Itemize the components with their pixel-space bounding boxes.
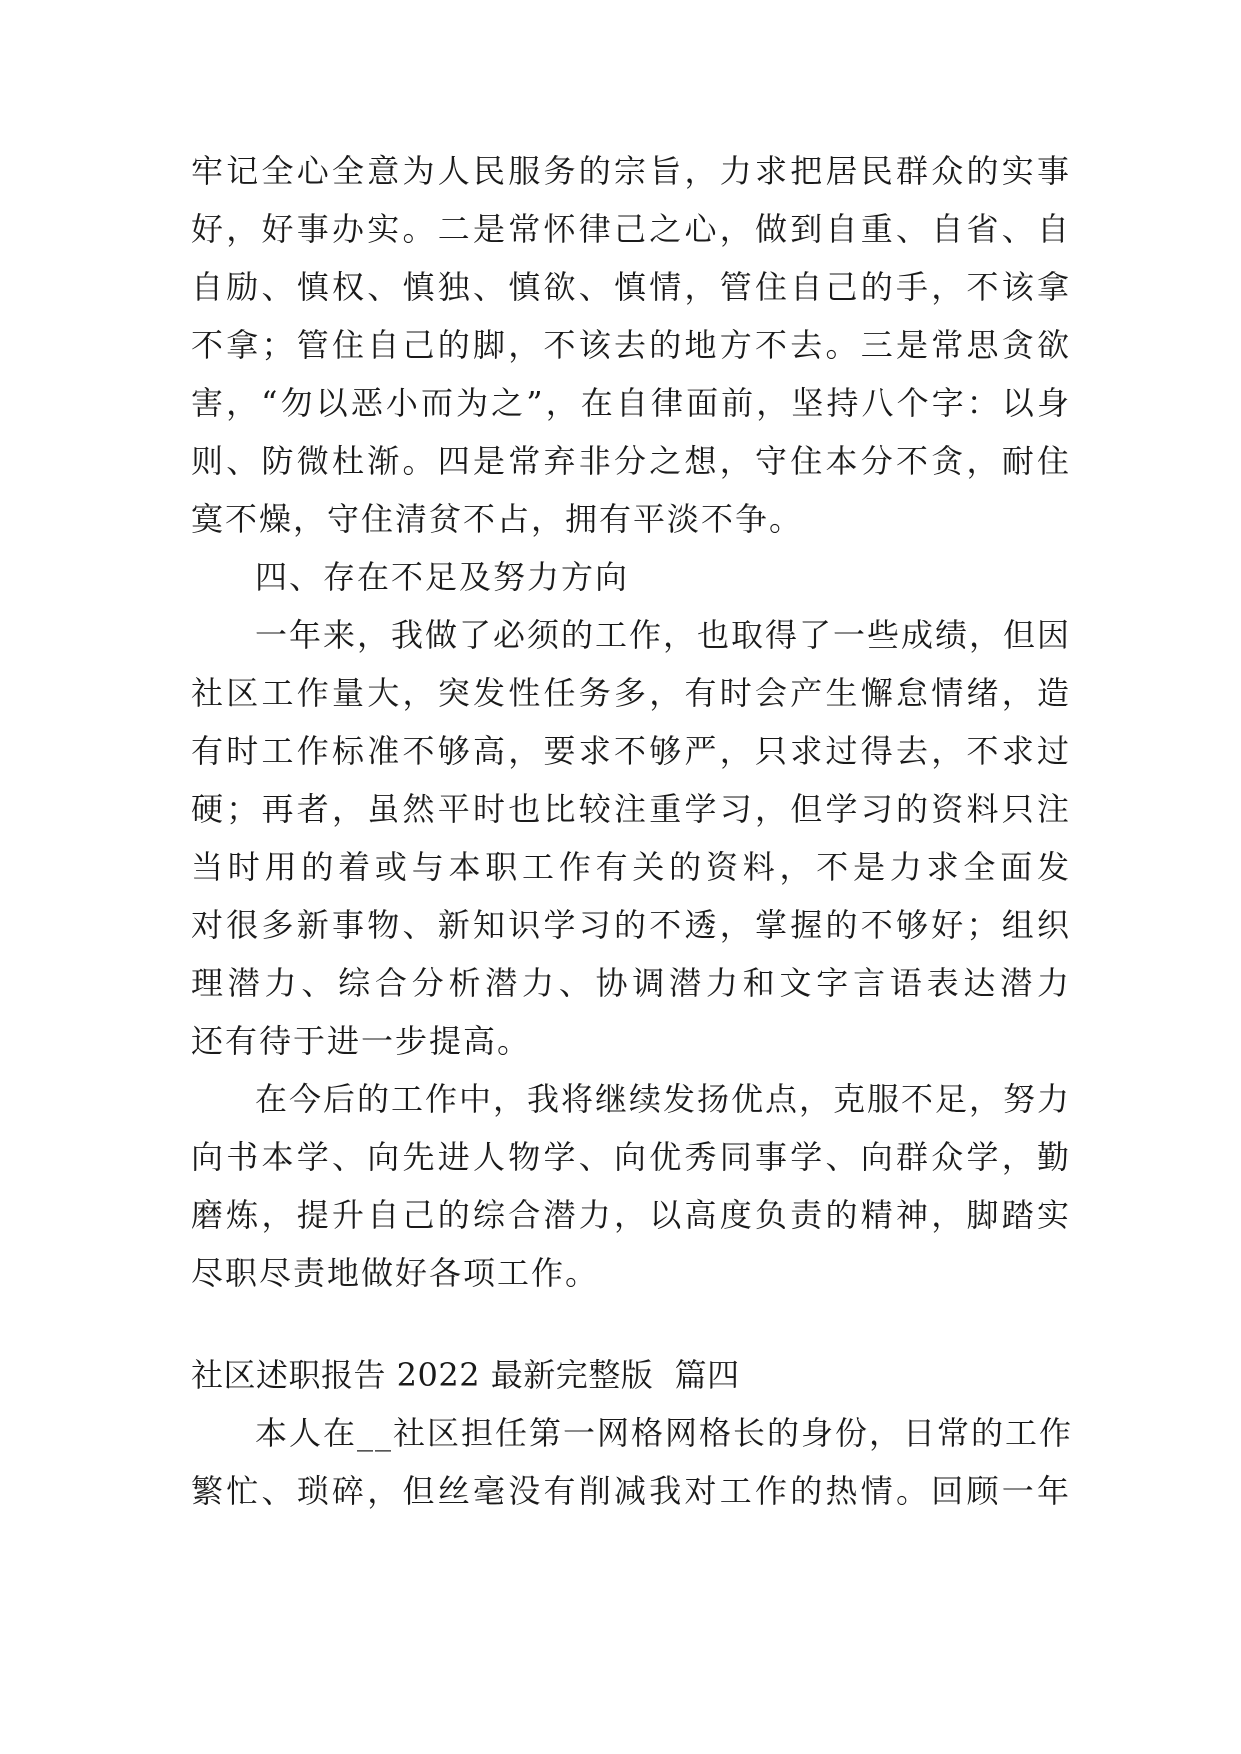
text-line: 牢记全心全意为人民服务的宗旨，力求把居民群众的实事 <box>191 152 1071 190</box>
text-line: 本人在__社区担任第一网格网格长的身份，日常的工作 <box>255 1414 1074 1452</box>
section-spacer <box>191 1302 1071 1346</box>
paragraph-self-discipline <box>191 142 1071 548</box>
text-line: 向书本学、向先进人物学、向优秀同事学、向群众学，勤 <box>191 1138 1071 1176</box>
text-line: 硬；再者，虽然平时也比较注重学习，但学习的资料只注 <box>191 790 1071 828</box>
text-line: 在今后的工作中，我将继续发扬优点，克服不足，努力 <box>255 1080 1072 1118</box>
paragraph-shortcomings <box>191 606 1071 1070</box>
document-body <box>191 142 1074 1520</box>
text-line: 一年来，我做了必须的工作，也取得了一些成绩，但因 <box>255 616 1072 654</box>
text-line: 寞不燥，守住清贫不占，拥有平淡不争。 <box>191 500 804 538</box>
text-line: 繁忙、琐碎，但丝毫没有削减我对工作的热情。回顾一年 <box>191 1472 1071 1510</box>
text-line: 理潜力、综合分析潜力、协调潜力和文字言语表达潜力 <box>191 964 1071 1002</box>
text-line: 还有待于进一步提高。 <box>191 1022 532 1060</box>
text-line: 有时工作标准不够高，要求不够严，只求过得去，不求过 <box>191 732 1071 770</box>
text-line: 自励、慎权、慎独、慎欲、慎情，管住自己的手，不该拿 <box>191 268 1071 306</box>
paragraph-introduction <box>191 1404 1074 1520</box>
text-line: 当时用的着或与本职工作有关的资料，不是力求全面发 <box>191 848 1071 886</box>
text-line: 对很多新事物、新知识学习的不透，掌握的不够好；组织 <box>191 906 1071 944</box>
text-line: 尽职尽责地做好各项工作。 <box>191 1254 600 1292</box>
text-line: 社区工作量大，突发性任务多，有时会产生懈怠情绪，造 <box>191 674 1071 712</box>
paragraph-future-work <box>191 1070 1071 1302</box>
section-heading-four: 四、存在不足及努力方向 <box>255 558 630 596</box>
text-line: 好，好事办实。二是常怀律己之心，做到自重、自省、自 <box>191 210 1071 248</box>
section-title: 社区述职报告 2022 最新完整版 篇四 <box>191 1356 740 1394</box>
text-line: 则、防微杜渐。四是常弃非分之想，守住本分不贪，耐住 <box>191 442 1071 480</box>
text-line: 不拿；管住自己的脚，不该去的地方不去。三是常思贪欲 <box>191 326 1071 364</box>
text-line: 磨炼，提升自己的综合潜力，以高度负责的精神，脚踏实 <box>191 1196 1071 1234</box>
text-line: 害，“勿以恶小而为之”，在自律面前，坚持八个字：以身 <box>191 384 1071 422</box>
